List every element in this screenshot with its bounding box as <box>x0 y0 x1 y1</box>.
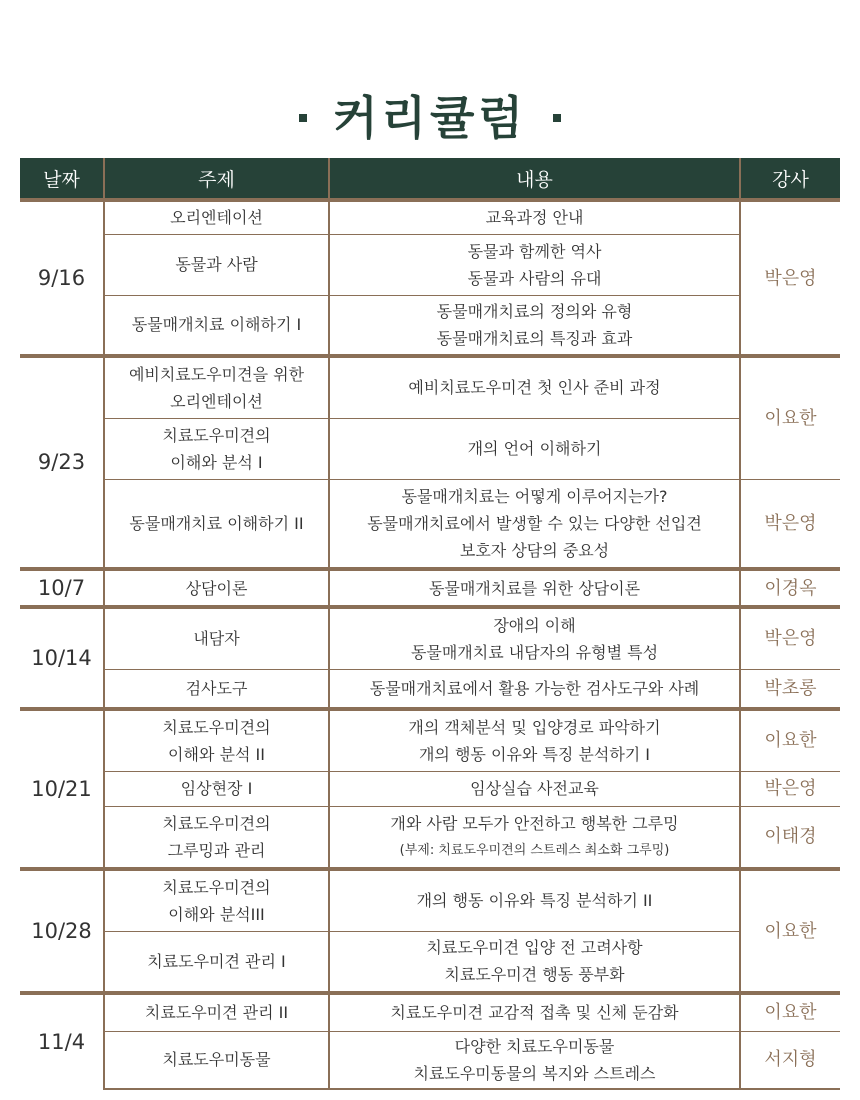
topic-cell: 치료도우미견의 이해와 분석 I <box>104 418 329 479</box>
lecturer-cell: 이태경 <box>740 806 840 869</box>
topic-cell: 동물매개치료 이해하기 I <box>104 295 329 356</box>
topic-cell: 임상현장 I <box>104 771 329 806</box>
title-text: 커리큘럼 <box>333 91 527 145</box>
date-cell: 9/23 <box>20 356 104 569</box>
header-date: 날짜 <box>20 158 104 200</box>
topic-cell: 상담이론 <box>104 569 329 607</box>
page-title <box>0 82 860 148</box>
table-row <box>20 806 840 869</box>
date-cell: 10/21 <box>20 709 104 869</box>
date-cell: 10/7 <box>20 569 104 607</box>
content-cell: 개와 사람 모두가 안전하고 행복한 그루밍 (부제: 치료도우미견의 스트레스 최소화 그루밍) <box>329 806 740 869</box>
lecturer-cell: 이경옥 <box>740 569 840 607</box>
lecturer-cell: 이요한 <box>740 356 840 479</box>
lecturer-cell: 이요한 <box>740 993 840 1031</box>
content-cell: 치료도우미견 입양 전 고려사항 치료도우미견 행동 풍부화 <box>329 931 740 993</box>
date-cell: 11/4 <box>20 993 104 1089</box>
lecturer-cell: 박은영 <box>740 200 840 356</box>
lecturer-cell: 이요한 <box>740 869 840 993</box>
lecturer-cell: 이요한 <box>740 709 840 771</box>
content-cell: 동물매개치료의 정의와 유형 동물매개치료의 특징과 효과 <box>329 295 740 356</box>
topic-cell: 동물과 사람 <box>104 234 329 295</box>
table-header <box>20 158 840 200</box>
content-cell: 예비치료도우미견 첫 인사 준비 과정 <box>329 356 740 418</box>
topic-cell: 예비치료도우미견을 위한 오리엔테이션 <box>104 356 329 418</box>
lecturer-cell: 박은영 <box>740 479 840 569</box>
content-cell: 동물매개치료는 어떻게 이루어지는가? 동물매개치료에서 발생할 수 있는 다양한 선입견 보호자 상담의 중요성 <box>329 479 740 569</box>
table-row <box>20 356 840 418</box>
topic-cell: 치료도우미동물 <box>104 1031 329 1089</box>
content-cell: 장애의 이해 동물매개치료 내담자의 유형별 특성 <box>329 607 740 669</box>
topic-cell: 검사도구 <box>104 669 329 709</box>
table-row <box>20 569 840 607</box>
table-row <box>20 479 840 569</box>
content-cell: 개의 객체분석 및 입양경로 파악하기 개의 행동 이유와 특징 분석하기 I <box>329 709 740 771</box>
content-cell: 동물매개치료를 위한 상담이론 <box>329 569 740 607</box>
table-row <box>20 993 840 1031</box>
topic-cell: 치료도우미견의 그루밍과 관리 <box>104 806 329 869</box>
content-cell: 치료도우미견 교감적 접촉 및 신체 둔감화 <box>329 993 740 1031</box>
topic-cell: 치료도우미견 관리 II <box>104 993 329 1031</box>
title-dot-right <box>553 114 561 122</box>
table-row <box>20 1031 840 1089</box>
date-cell: 10/14 <box>20 607 104 709</box>
topic-cell: 내담자 <box>104 607 329 669</box>
table-row <box>20 669 840 709</box>
date-cell: 10/28 <box>20 869 104 993</box>
table-row <box>20 607 840 669</box>
date-cell: 9/16 <box>20 200 104 356</box>
header-topic: 주제 <box>104 158 329 200</box>
table-row <box>20 869 840 931</box>
lecturer-cell: 박초롱 <box>740 669 840 709</box>
title-dot-left <box>299 114 307 122</box>
table-row <box>20 295 840 356</box>
content-cell: 동물매개치료에서 활용 가능한 검사도구와 사례 <box>329 669 740 709</box>
content-cell: 동물과 함께한 역사 동물과 사람의 유대 <box>329 234 740 295</box>
topic-cell: 동물매개치료 이해하기 II <box>104 479 329 569</box>
table-row <box>20 771 840 806</box>
content-cell: 교육과정 안내 <box>329 200 740 234</box>
lecturer-cell: 박은영 <box>740 607 840 669</box>
lecturer-cell: 서지형 <box>740 1031 840 1089</box>
topic-cell: 오리엔테이션 <box>104 200 329 234</box>
topic-cell: 치료도우미견의 이해와 분석III <box>104 869 329 931</box>
content-cell: 임상실습 사전교육 <box>329 771 740 806</box>
table-row <box>20 931 840 993</box>
table-row <box>20 709 840 771</box>
topic-cell: 치료도우미견 관리 I <box>104 931 329 993</box>
content-cell: 개의 언어 이해하기 <box>329 418 740 479</box>
header-content: 내용 <box>329 158 740 200</box>
table-row <box>20 418 840 479</box>
content-cell: 다양한 치료도우미동물 치료도우미동물의 복지와 스트레스 <box>329 1031 740 1089</box>
table-row <box>20 200 840 234</box>
header-lecturer: 강사 <box>740 158 840 200</box>
topic-cell: 치료도우미견의 이해와 분석 II <box>104 709 329 771</box>
lecturer-cell: 박은영 <box>740 771 840 806</box>
table-row <box>20 234 840 295</box>
curriculum-table <box>20 158 840 1090</box>
content-cell: 개의 행동 이유와 특징 분석하기 II <box>329 869 740 931</box>
